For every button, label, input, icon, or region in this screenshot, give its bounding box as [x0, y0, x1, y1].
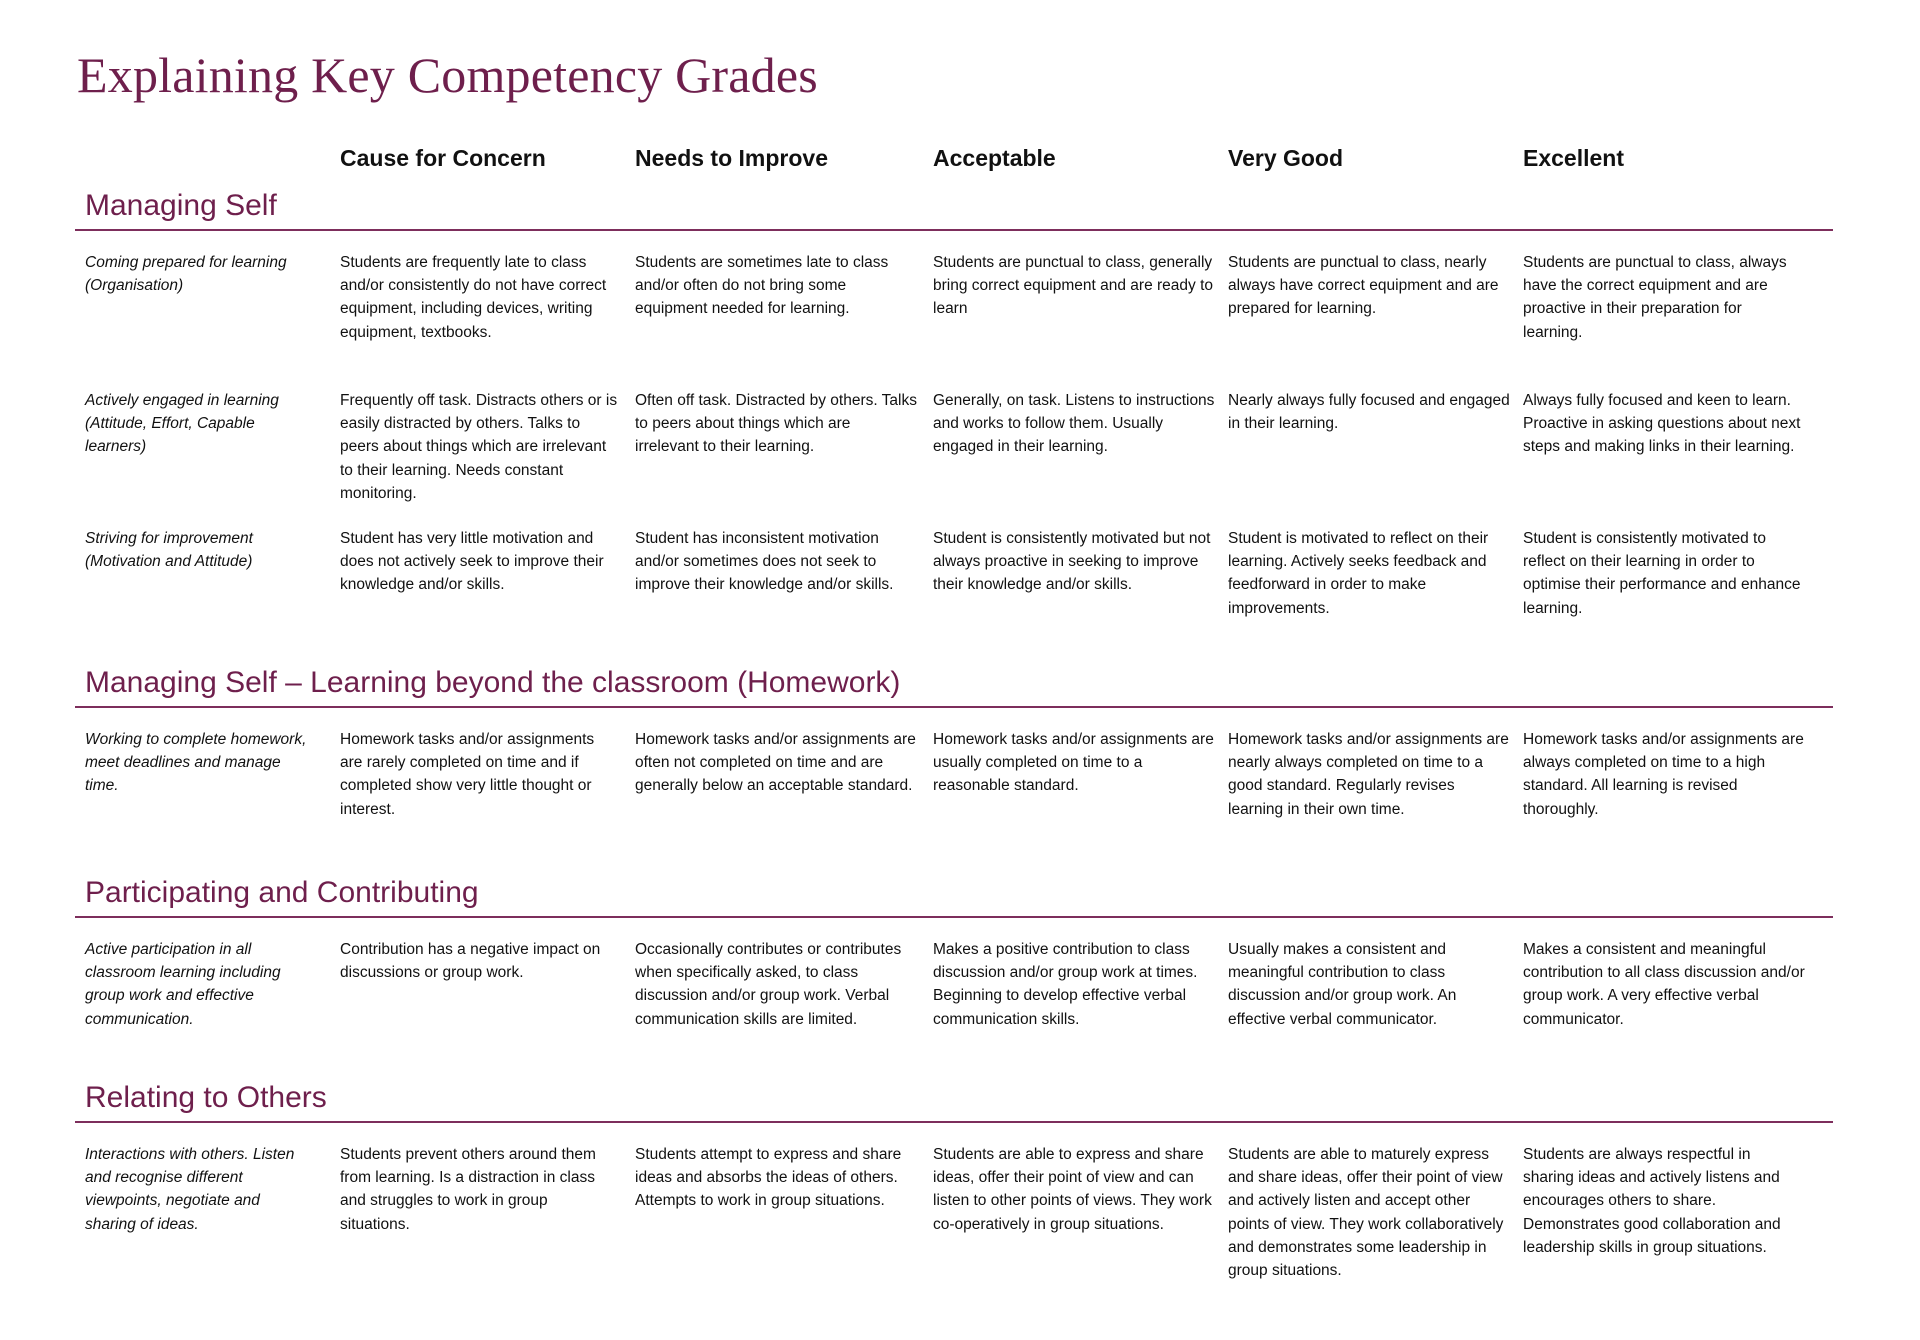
rubric-row-actively-engaged	[75, 389, 1833, 527]
section-divider	[75, 706, 1833, 708]
section-divider	[75, 229, 1833, 231]
section-divider	[75, 916, 1833, 918]
section-homework	[75, 664, 1833, 848]
grade-needs-to-improve: Often off task. Distracted by others. Talks to peers about things which are irrelevant to their learning.	[635, 392, 917, 456]
grade-excellent: Homework tasks and/or assignments are always completed on time to a high standard. All learning is revised thoroughly.	[1523, 731, 1804, 818]
section-title: Managing Self	[85, 189, 277, 222]
page-title: Explaining Key Competency Grades	[77, 47, 818, 103]
criterion-label: Striving for improvement (Motivation and Attitude)	[85, 530, 253, 571]
criterion-label: Working to complete homework, meet deadlines and manage time.	[85, 731, 307, 795]
section-relating-to-others	[75, 1079, 1833, 1313]
grade-acceptable: Homework tasks and/or assignments are usually completed on time to a reasonable standard.	[933, 731, 1214, 795]
section-managing-self	[75, 187, 1833, 637]
column-header-very-good: Very Good	[1228, 145, 1344, 171]
grade-excellent: Makes a consistent and meaningful contribution to all class discussion and/or group work. A very effective verbal communicator.	[1523, 941, 1805, 1028]
criterion-label: Interactions with others. Listen and recognise different viewpoints, negotiate and sharing of ideas.	[85, 1146, 295, 1233]
grade-very-good: Nearly always fully focused and engaged in their learning.	[1228, 392, 1510, 433]
section-title: Participating and Contributing	[85, 876, 479, 909]
section-divider	[75, 1121, 1833, 1123]
grade-cause-for-concern: Frequently off task. Distracts others or is easily distracted by others. Talks to peers about things which are irrelevant to their learning. Needs constant monitoring.	[340, 392, 618, 502]
grade-acceptable: Students are able to express and share ideas, offer their point of view and can listen to other points of views. They work co-operatively in group situations.	[933, 1146, 1212, 1233]
rubric-row-homework	[75, 728, 1833, 848]
grade-very-good: Usually makes a consistent and meaningful contribution to class discussion and/or group work. An effective verbal communicator.	[1228, 941, 1457, 1028]
grade-acceptable: Makes a positive contribution to class discussion and/or group work at times. Beginning to develop effective verbal communication skills.	[933, 941, 1198, 1028]
grade-needs-to-improve: Students are sometimes late to class and/or often do not bring some equipment needed for learning.	[635, 254, 889, 318]
grade-cause-for-concern: Students prevent others around them from learning. Is a distraction in class and struggles to work in group situations.	[340, 1146, 596, 1233]
rubric-row-coming-prepared	[75, 251, 1833, 389]
rubric-row-active-participation	[75, 938, 1833, 1058]
section-title: Managing Self – Learning beyond the classroom (Homework)	[85, 666, 901, 699]
rubric-row-interactions	[75, 1143, 1833, 1313]
grade-very-good: Students are able to maturely express and share ideas, offer their point of view and actively listen and accept other points of view. They work collaboratively and demonstrates some leadership in group situations.	[1228, 1146, 1504, 1280]
grade-very-good: Homework tasks and/or assignments are nearly always completed on time to a good standard. Regularly revises learning in their own time.	[1228, 731, 1509, 818]
grade-cause-for-concern: Students are frequently late to class and/or consistently do not have correct equipment, including devices, writing equipment, textbooks.	[340, 254, 607, 341]
grade-excellent: Students are punctual to class, always have the correct equipment and are proactive in their preparation for learning.	[1523, 254, 1787, 341]
grade-acceptable: Generally, on task. Listens to instructions and works to follow them. Usually engaged in their learning.	[933, 392, 1215, 456]
grade-needs-to-improve: Students attempt to express and share ideas and absorbs the ideas of others. Attempts to work in group situations.	[635, 1146, 902, 1210]
criterion-label: Active participation in all classroom learning including group work and effective communication.	[85, 941, 281, 1028]
grade-needs-to-improve: Occasionally contributes or contributes when specifically asked, to class discussion and/or group work. Verbal communication skills are limited.	[635, 941, 902, 1028]
criterion-label: Actively engaged in learning (Attitude, Effort, Capable learners)	[85, 392, 279, 456]
grade-needs-to-improve: Homework tasks and/or assignments are often not completed on time and are generally below an acceptable standard.	[635, 731, 916, 795]
grade-very-good: Student is motivated to reflect on their learning. Actively seeks feedback and feedforward in order to make improvements.	[1228, 530, 1489, 617]
criterion-label: Coming prepared for learning (Organisation)	[85, 254, 287, 295]
grade-excellent: Always fully focused and keen to learn. Proactive in asking questions about next steps and making links in their learning.	[1523, 392, 1801, 456]
grade-cause-for-concern: Contribution has a negative impact on discussions or group work.	[340, 941, 601, 982]
rubric-row-striving-for-improvement	[75, 527, 1833, 637]
column-header-excellent: Excellent	[1523, 145, 1624, 171]
column-header-cause-for-concern: Cause for Concern	[340, 145, 546, 171]
grade-acceptable: Student is consistently motivated but not always proactive in seeking to improve their knowledge and/or skills.	[933, 530, 1211, 594]
section-participating-contributing	[75, 874, 1833, 1058]
grade-cause-for-concern: Student has very little motivation and does not actively seek to improve their knowledge and/or skills.	[340, 530, 604, 594]
grade-cause-for-concern: Homework tasks and/or assignments are rarely completed on time and if completed show very little thought or interest.	[340, 731, 595, 818]
section-title: Relating to Others	[85, 1081, 327, 1114]
grade-acceptable: Students are punctual to class, generally bring correct equipment and are ready to learn	[933, 254, 1214, 318]
grade-excellent: Student is consistently motivated to reflect on their learning in order to optimise their performance and enhance learning.	[1523, 530, 1801, 617]
grade-excellent: Students are always respectful in sharing ideas and actively listens and encourages others to share. Demonstrates good collaboration and leadership skills in group situations.	[1523, 1146, 1781, 1256]
grade-needs-to-improve: Student has inconsistent motivation and/or sometimes does not seek to improve their knowledge and/or skills.	[635, 530, 894, 594]
column-header-needs-to-improve: Needs to Improve	[635, 145, 828, 171]
grade-very-good: Students are punctual to class, nearly always have correct equipment and are prepared for learning.	[1228, 254, 1499, 318]
column-header-acceptable: Acceptable	[933, 145, 1056, 171]
